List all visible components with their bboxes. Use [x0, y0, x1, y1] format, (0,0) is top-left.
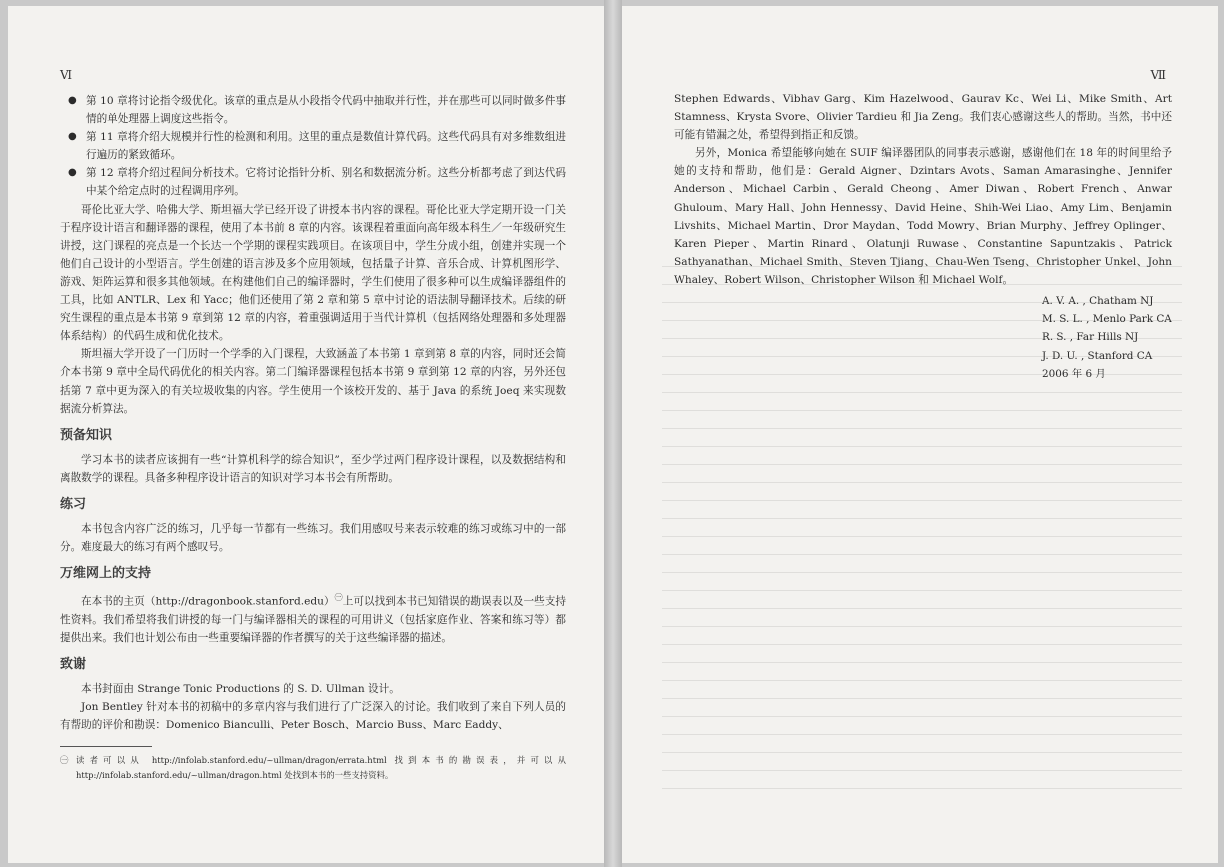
- footnote-marker: ㊀: [334, 593, 343, 603]
- right-page: [622, 6, 1218, 863]
- section-heading-acknowledgements: 致谢: [60, 657, 87, 673]
- paragraph: 另外，Monica 希望能够向她在 SUIF 编译器团队的同事表示感谢，感谢他们在 18 年的时间里给予她的支持和帮助，他们是：Gerald Aigner、Dzintars Avots、Saman Amarasinghe、Jennifer Anderson、Michael Carbin、Gerald Cheong、Amer Diwan、Robert French、Anwar Ghuloum、Mary Hall、John Hennessy、David Heine、Shih-Wei Liao、Amy Lim、Benjamin Livshits、Michael Martin、Dror Maydan、Todd Mowry、Brian Murphy、Jeffrey Oplinger、Karen Pieper、Martin Rinard、Olatunji Ruwase、Constantine Sapuntzakis、Patrick Sathyanathan、Michael Smith、Steven Tjiang、Chau-Wen Tseng、Christopher Unkel、John Whaley、Robert Wilson、Christopher Wilson 和 Michael Wolf。: [674, 147, 1172, 286]
- paragraph: Jon Bentley 针对本书的初稿中的多章内容与我们进行了广泛深入的讨论。我们收到了来自下列人员的有帮助的评价和勘误：Domenico Bianculli、Peter Bosch、Marcio Buss、Marc Eaddy、: [60, 701, 566, 732]
- footnote-marker: ㊀: [60, 754, 69, 765]
- list-item: ● 第 10 章将讨论指令级优化。该章的重点是从小段指令代码中抽取并行性，并在那些可以同时做多件事情的单处理器上调度这些指令。: [60, 92, 566, 128]
- paragraph: 本书包含内容广泛的练习，几乎每一节都有一些练习。我们用感叹号来表示较难的练习或练习中的一部分。难度最大的练习有两个感叹号。: [60, 523, 566, 554]
- footnote-divider: [60, 746, 152, 747]
- signature-line: J. D. U. , Stanford CA: [1042, 349, 1153, 362]
- section-heading-web-support: 万维网上的支持: [60, 566, 152, 582]
- paragraph: 哥伦比亚大学、哈佛大学、斯坦福大学已经开设了讲授本书内容的课程。哥伦比亚大学定期开设一门关于程序设计语言和翻译器的课程，使用了本书前 8 章的内容。该课程着重面向高年级本科生／一年级研究生讲授，这门课程的亮点是一个长达一个学期的课程实践项目。在该项目中，学生分成小组，创建并实现一个他们自己设计的小型语言。学生创建的语言涉及多个应用领域，包括量子计算、音乐合成、计算机图形学、游戏、矩阵运算和很多其他领域。在构建他们自己的编译器时，学生们使用了很多种可以生成编译器组件的工具，比如 ANTLR、Lex 和 Yacc；他们还使用了第 2 章和第 5 章中讨论的语法制导翻译技术。后续的研究生课程的重点是本书第 9 章到第 12 章的内容，着重强调适用于当代计算机（包括网络处理器和多处理器体系结构）的代码生成和优化技术。: [60, 203, 566, 343]
- signature-line: M. S. L. , Menlo Park CA: [1042, 313, 1172, 326]
- book-gutter: [604, 0, 622, 867]
- bullet-icon: ●: [68, 131, 77, 143]
- left-page: [8, 6, 604, 863]
- signature-date: 2006 年 6 月: [1042, 367, 1106, 380]
- section-heading-prerequisites: 预备知识: [60, 427, 113, 443]
- list-item: ● 第 11 章将介绍大规模并行性的检测和利用。这里的重点是数值计算代码。这些代码具有对多维数组进行遍历的紧致循环。: [60, 128, 566, 164]
- signature-line: A. V. A. , Chatham NJ: [1042, 295, 1154, 307]
- list-item: ● 第 12 章将介绍过程间分析技术。它将讨论指针分析、别名和数据流分析。这些分析都考虑了到达代码中某个给定点时的过程调用序列。: [60, 164, 566, 200]
- footnote: ㊀ 读者可以从 http://infolab.stanford.edu/~ullman/dragon/errata.html 找到本书的勘误表，并可以从 http://infolab.stanford.edu/~ullman/dragon.html 处找到本书的一些支持资料。: [60, 754, 566, 780]
- paragraph: 本书封面由 Strange Tonic Productions 的 S. D. Ullman 设计。: [81, 683, 400, 696]
- signature-line: R. S. , Far Hills NJ: [1042, 331, 1139, 344]
- page-number: Ⅵ: [60, 68, 73, 82]
- paragraph: Stephen Edwards、Vibhav Garg、Kim Hazelwood、Gaurav Kc、Wei Li、Mike Smith、Art Stamness、Krysta Svore、Olivier Tardieu 和 Jia Zeng。我们衷心感谢这些人的帮助。当然，书中还可能有错漏之处，希望得到指正和反馈。: [674, 93, 1172, 142]
- section-heading-exercises: 练习: [60, 496, 87, 512]
- left-page-content: [60, 92, 566, 783]
- page-number: Ⅶ: [1150, 68, 1166, 82]
- chapter-bullet-list: [60, 92, 566, 201]
- author-signature-block: [1042, 292, 1172, 383]
- bullet-icon: ●: [68, 167, 77, 179]
- paragraph: 学习本书的读者应该拥有一些“计算机科学的综合知识”，至少学过两门程序设计课程，以及数据结构和离散数学的课程。具备多种程序设计语言的知识对学习本书会有所帮助。: [60, 453, 566, 484]
- right-page-content: [674, 90, 1172, 289]
- paragraph: 斯坦福大学开设了一门历时一个学季的入门课程，大致涵盖了本书第 1 章到第 8 章的内容，同时还会简介本书第 9 章中全局代码优化的相关内容。第二门编译器课程包括本书第 9 章到第 12 章的内容，另外还包括第 7 章中更为深入的有关垃圾收集的内容。学生使用一个该校开发的、基于 Java 的系统 Joeq 来实现数据流分析算法。: [60, 348, 566, 415]
- paragraph: 在本书的主页（http://dragonbook.stanford.edu）$^㊀$上可以找到本书已知错误的勘误表以及一些支持性资料。我们希望将我们讲授的每一门与编译器相关的课程的可用讲义（包括家庭作业、答案和练习等）都提供出来。我们也计划公布由一些重要编译器的作者撰写的关于这些编译器的描述。: [60, 593, 567, 645]
- bullet-icon: ●: [68, 95, 77, 106]
